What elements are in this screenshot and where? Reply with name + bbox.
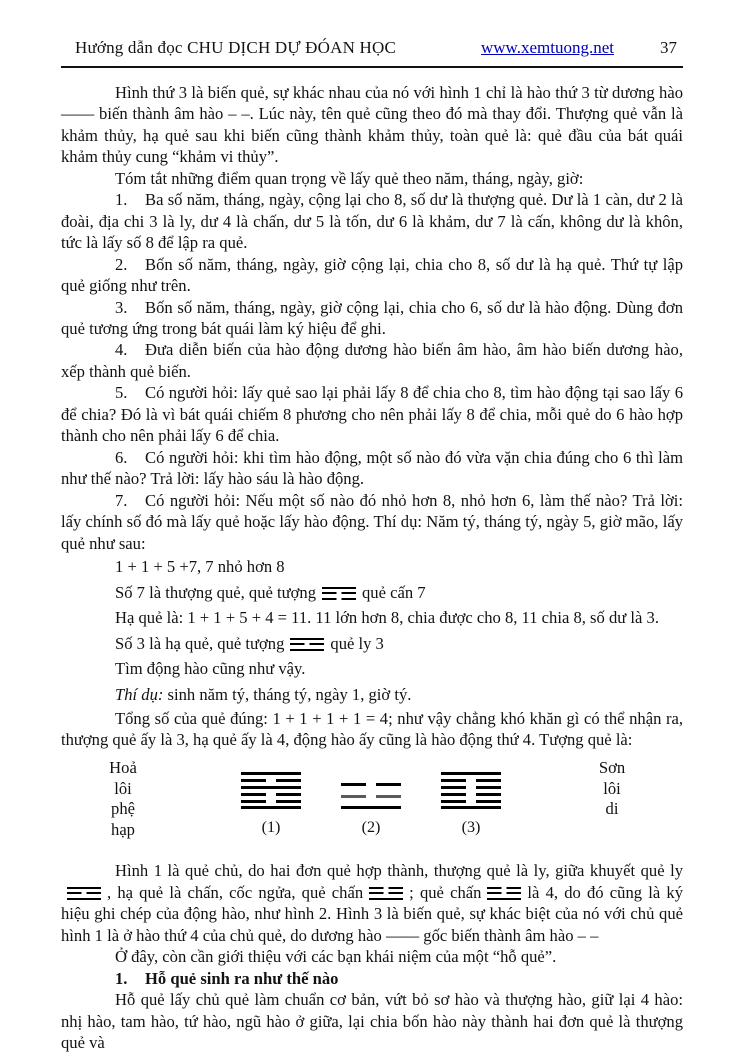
italic-text: Thí dụ: <box>115 684 164 704</box>
hexagram-label: (3) <box>461 818 481 837</box>
numbered-item: 3. Bốn số năm, tháng, ngày, giờ cộng lại, chia cho 6, số dư là hào động. Dùng đơn quẻ tương ứng trong bát quái làm ký hiệu để ghi. <box>61 297 683 338</box>
item-number: 3. <box>115 297 128 317</box>
hexagram-label: (1) <box>261 818 281 837</box>
item-number: 5. <box>115 383 128 403</box>
paragraph: Số 7 là thượng quẻ, quẻ tượng quẻ cấn 7 <box>115 582 426 602</box>
item-number: 6. <box>115 447 128 467</box>
paragraph: Hỗ quẻ lấy chủ quẻ làm chuẩn cơ bản, vứt bỏ sơ hào và thượng hào, giữ lại 4 hào: nhị hào, tam hào, tứ hào, ngũ hào ở giữa, lại chia bốn hào này thành hai đơn quẻ là thượng quẻ và <box>61 990 683 1053</box>
website-link[interactable]: www.xemtuong.net <box>481 38 614 57</box>
running-title: Hướng dẫn đọc CHU DỊCH DỰ ĐÓAN HỌC <box>75 38 397 57</box>
trigram-icon <box>369 887 403 900</box>
paragraph: Hạ quẻ là: 1 + 1 + 5 + 4 = 11. 11 lớn hơn 8, chia được cho 8, 11 chia 8, số dư là 3. <box>115 608 659 628</box>
hexagram-label: (2) <box>361 818 381 837</box>
item-number: 2. <box>115 254 128 274</box>
hexagram-symbol <box>239 772 303 813</box>
numbered-item: 1. Ba số năm, tháng, ngày, cộng lại cho 8, số dư là thượng quẻ. Dư là 1 càn, dư 2 là đoài, địa chi 3 là ly, dư 4 là chấn, dư 5 là tốn, dư 6 là khảm, dư 7 là cấn, không dư là khôn, tức là lấy số 8 để lập ra quẻ. <box>61 190 683 253</box>
paragraph: Tìm động hào cũng như vậy. <box>115 659 306 679</box>
item-number: 1. <box>115 968 128 988</box>
hexagram-symbol <box>439 772 503 813</box>
hexagram-symbol <box>339 783 403 818</box>
numbered-item: 4. Đưa diễn biến của hào động dương hào biến âm hào, âm hào biến dương hào, xếp thành quẻ biến. <box>61 340 683 381</box>
item-number: 1. <box>115 190 128 210</box>
figure-caption-line: Sơn <box>598 758 626 778</box>
paragraph: Thí dụ: sinh năm tý, tháng tý, ngày 1, giờ tý. <box>115 684 412 704</box>
numbered-item: 7. Có người hỏi: Nếu một số nào đó nhỏ hơn 8, nhỏ hơn 6, làm thế nào? Trả lời: lấy chính số đó mà lấy quẻ hoặc lấy hào động. Thí dụ: Năm tý, tháng tý, ngày 5, giờ mão, lấy quẻ như sau: <box>61 490 683 553</box>
hexagram-figure <box>61 758 683 850</box>
figure-left-caption <box>75 758 171 840</box>
page-number: 37 <box>660 38 677 57</box>
figure-caption-line: lôi <box>603 778 621 798</box>
paragraph: Số 3 là hạ quẻ, quẻ tượng quẻ ly 3 <box>115 633 384 653</box>
item-number: 4. <box>115 340 128 360</box>
numbered-item: 5. Có người hỏi: lấy quẻ sao lại phải lấy 8 để chia cho 8, tìm hào động tại sao lấy 6 để chia? Đó là vì bát quái chiếm 8 phương cho nên phải lấy 8 để chia, mỗi quẻ do 6 hào hợp thành cho nên phải lấy 6 để chia. <box>61 383 683 446</box>
paragraph: 1 + 1 + 5 +7, 7 nhỏ hơn 8 <box>115 556 285 576</box>
figure-caption-line: hạp <box>111 819 135 839</box>
trigram-icon <box>67 887 101 900</box>
figure-right-caption <box>569 758 655 819</box>
trigram-icon <box>290 638 324 651</box>
figure-caption-line: lôi <box>114 778 132 798</box>
numbered-item: 6. Có người hỏi: khi tìm hào động, một số nào đó vừa vặn chia đúng cho 6 thì làm như thế nào? Trả lời: lấy hào sáu là hào động. <box>61 447 683 489</box>
figure-caption-line: Hoả <box>109 758 137 778</box>
paragraph: Hình thứ 3 là biến quẻ, sự khác nhau của nó với hình 1 chỉ là hào thứ 3 từ dương hào —— biến thành âm hào – –. Lúc này, tên quẻ cũng theo đó mà thay đổi. Thượng quẻ vẫn là khảm thủy, hạ quẻ sau khi biến cũng thành khảm thủy, toàn quẻ là: quẻ đầu của bát quái khảm thủy cung “khảm vi thủy”. <box>61 83 683 167</box>
figure-caption-line: di <box>605 799 619 819</box>
paragraph: Hình 1 là quẻ chủ, do hai đơn quẻ hợp thành, thượng quẻ là ly, giữa khuyết quẻ ly , hạ quẻ là chấn, cốc ngửa, quẻ chấn ; quẻ chấn là 4, do đó cũng là ký hiệu ghi chép của động hào, như hình 2. Hình 3 là biến quẻ, sự khác biệt của nó với chủ quẻ hình 1 là ở hào thứ 4 của chủ quẻ, do dương hào —— gốc biến thành âm hào – – <box>61 861 683 945</box>
paragraph: Tóm tắt những điểm quan trọng về lấy quẻ theo năm, tháng, ngày, giờ: <box>115 168 584 188</box>
figure-caption-line: phệ <box>111 799 135 819</box>
trigram-icon <box>487 887 521 900</box>
paragraph: Tổng số của quẻ đúng: 1 + 1 + 1 + 1 = 4; như vậy chẳng khó khăn gì có thể nhận ra, thượng quẻ ấy là 3, hạ quẻ ấy là 4, động hào ấy cũng là hào động thứ 4. Tượng quẻ là: <box>61 708 683 749</box>
header-divider <box>61 66 683 68</box>
page-content <box>61 82 683 1053</box>
paragraph: Ở đây, còn cần giới thiệu với các bạn khái niệm của một “hỗ quẻ”. <box>115 947 557 967</box>
section-heading: 1. Hỗ quẻ sinh ra như thế nào <box>115 968 339 988</box>
page-header <box>61 38 683 58</box>
header-right <box>481 38 677 58</box>
trigram-icon <box>322 587 356 600</box>
item-number: 7. <box>115 490 128 510</box>
numbered-item: 2. Bốn số năm, tháng, ngày, giờ cộng lại, chia cho 8, số dư là hạ quẻ. Thứ tự lập quẻ giống như trên. <box>61 254 683 296</box>
